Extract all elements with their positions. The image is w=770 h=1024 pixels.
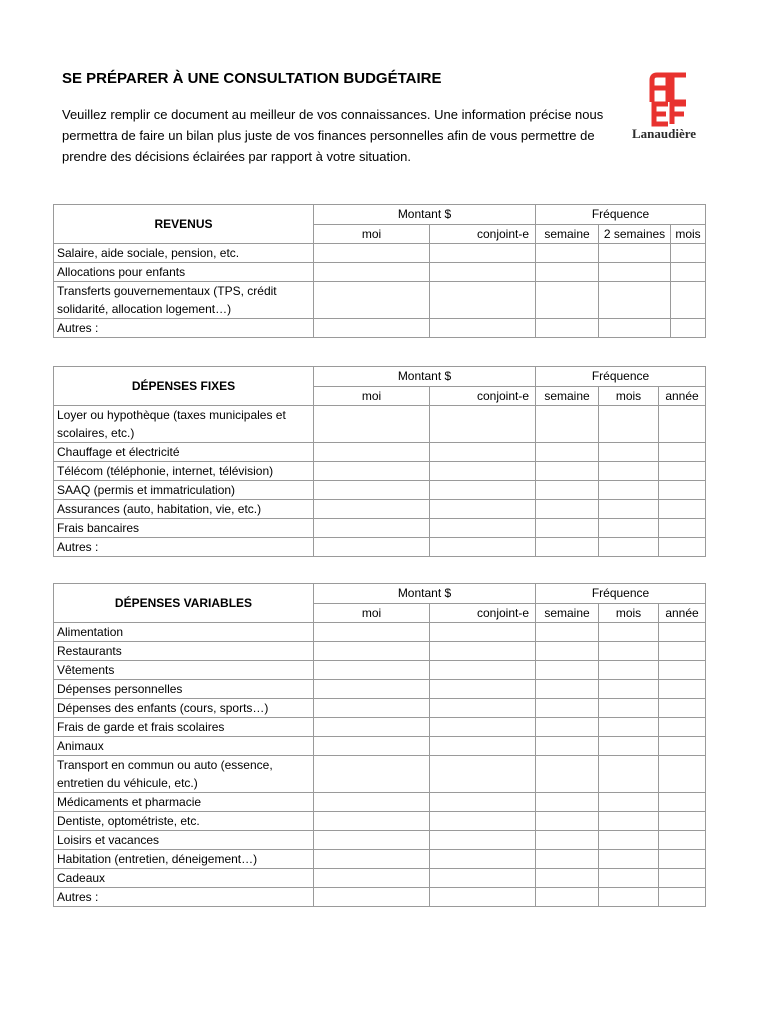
freq-cell[interactable]: [659, 737, 706, 756]
freq-col-header: année: [659, 386, 706, 406]
table-row: [54, 699, 706, 718]
amount-cell[interactable]: [430, 888, 536, 907]
row-label: Autres :: [54, 538, 314, 557]
amount-cell[interactable]: [430, 282, 536, 319]
freq-cell[interactable]: [599, 500, 659, 519]
section-title: REVENUS: [54, 205, 314, 244]
table-row: [54, 831, 706, 850]
freq-cell[interactable]: [536, 462, 599, 481]
row-label: Transferts gouvernementaux (TPS, crédit solidarité, allocation logement…): [54, 282, 314, 319]
logo-wordmark: Lanaudière: [632, 126, 697, 141]
amount-cell[interactable]: [430, 661, 536, 680]
amount-cell[interactable]: [314, 812, 430, 831]
freq-cell[interactable]: [536, 500, 599, 519]
amount-cell[interactable]: [314, 680, 430, 699]
freq-cell[interactable]: [659, 831, 706, 850]
depenses-variables-table: [53, 583, 706, 907]
row-label: Loisirs et vacances: [54, 831, 314, 850]
amount-cell[interactable]: [430, 793, 536, 812]
moi-header: moi: [314, 386, 430, 406]
freq-cell[interactable]: [599, 244, 671, 263]
freq-cell[interactable]: [671, 263, 706, 282]
amount-cell[interactable]: [430, 538, 536, 557]
frequence-header: Fréquence: [536, 367, 706, 387]
freq-cell[interactable]: [671, 282, 706, 319]
moi-header: moi: [314, 224, 430, 244]
table-row: [54, 538, 706, 557]
amount-cell[interactable]: [430, 244, 536, 263]
freq-cell[interactable]: [536, 661, 599, 680]
amount-cell[interactable]: [314, 244, 430, 263]
amount-cell[interactable]: [430, 737, 536, 756]
freq-cell[interactable]: [599, 793, 659, 812]
freq-cell[interactable]: [599, 282, 671, 319]
table-row: [54, 737, 706, 756]
row-label: Allocations pour enfants: [54, 263, 314, 282]
amount-cell[interactable]: [314, 443, 430, 462]
freq-cell[interactable]: [659, 500, 706, 519]
section-title: DÉPENSES FIXES: [54, 367, 314, 406]
freq-cell[interactable]: [536, 888, 599, 907]
table-row: [54, 623, 706, 642]
amount-cell[interactable]: [430, 850, 536, 869]
amount-cell[interactable]: [430, 642, 536, 661]
table-row: [54, 888, 706, 907]
amount-cell[interactable]: [430, 680, 536, 699]
freq-col-header: mois: [671, 224, 706, 244]
freq-cell[interactable]: [536, 443, 599, 462]
freq-cell[interactable]: [659, 462, 706, 481]
amount-cell[interactable]: [314, 263, 430, 282]
freq-cell[interactable]: [599, 850, 659, 869]
table-row: [54, 319, 706, 338]
amount-cell[interactable]: [314, 850, 430, 869]
row-label: Vêtements: [54, 661, 314, 680]
row-label: Salaire, aide sociale, pension, etc.: [54, 244, 314, 263]
row-label: Assurances (auto, habitation, vie, etc.): [54, 500, 314, 519]
freq-cell[interactable]: [536, 699, 599, 718]
freq-cell[interactable]: [599, 319, 671, 338]
row-label: Dentiste, optométriste, etc.: [54, 812, 314, 831]
amount-cell[interactable]: [430, 869, 536, 888]
freq-col-header: semaine: [536, 603, 599, 623]
amount-cell[interactable]: [430, 718, 536, 737]
amount-cell[interactable]: [314, 718, 430, 737]
freq-cell[interactable]: [536, 869, 599, 888]
amount-cell[interactable]: [314, 319, 430, 338]
row-label: SAAQ (permis et immatriculation): [54, 481, 314, 500]
conjoint-header: conjoint-e: [430, 224, 536, 244]
row-label: Médicaments et pharmacie: [54, 793, 314, 812]
freq-cell[interactable]: [536, 642, 599, 661]
freq-col-header: 2 semaines: [599, 224, 671, 244]
freq-cell[interactable]: [599, 623, 659, 642]
freq-cell[interactable]: [659, 793, 706, 812]
freq-cell[interactable]: [599, 642, 659, 661]
freq-col-header: semaine: [536, 386, 599, 406]
row-label: Dépenses personnelles: [54, 680, 314, 699]
freq-cell[interactable]: [599, 661, 659, 680]
amount-cell[interactable]: [430, 462, 536, 481]
amount-cell[interactable]: [314, 406, 430, 443]
row-label: Loyer ou hypothèque (taxes municipales et scolaires, etc.): [54, 406, 314, 443]
section-title: DÉPENSES VARIABLES: [54, 584, 314, 623]
freq-cell[interactable]: [599, 443, 659, 462]
freq-cell[interactable]: [536, 737, 599, 756]
freq-cell[interactable]: [599, 481, 659, 500]
freq-cell[interactable]: [659, 519, 706, 538]
table-row: [54, 462, 706, 481]
freq-cell[interactable]: [599, 737, 659, 756]
montant-header: Montant $: [314, 367, 536, 387]
table-row: [54, 500, 706, 519]
freq-cell[interactable]: [659, 481, 706, 500]
moi-header: moi: [314, 603, 430, 623]
table-row: [54, 718, 706, 737]
freq-cell[interactable]: [536, 538, 599, 557]
row-label: Habitation (entretien, déneigement…): [54, 850, 314, 869]
freq-cell[interactable]: [659, 538, 706, 557]
row-label: Frais de garde et frais scolaires: [54, 718, 314, 737]
freq-col-header: année: [659, 603, 706, 623]
freq-cell[interactable]: [659, 443, 706, 462]
freq-cell[interactable]: [536, 850, 599, 869]
freq-cell[interactable]: [659, 869, 706, 888]
freq-cell[interactable]: [599, 831, 659, 850]
amount-cell[interactable]: [314, 538, 430, 557]
freq-cell[interactable]: [536, 263, 599, 282]
conjoint-header: conjoint-e: [430, 603, 536, 623]
montant-header: Montant $: [314, 205, 536, 225]
table-row: [54, 680, 706, 699]
table-row: [54, 244, 706, 263]
revenus-table: [53, 204, 706, 338]
amount-cell[interactable]: [314, 756, 430, 793]
freq-cell[interactable]: [536, 244, 599, 263]
row-label: Frais bancaires: [54, 519, 314, 538]
freq-cell[interactable]: [659, 718, 706, 737]
row-label: Transport en commun ou auto (essence, entretien du véhicule, etc.): [54, 756, 314, 793]
freq-col-header: mois: [599, 603, 659, 623]
freq-cell[interactable]: [536, 718, 599, 737]
frequence-header: Fréquence: [536, 205, 706, 225]
frequence-header: Fréquence: [536, 584, 706, 604]
table-row: [54, 282, 706, 319]
amount-cell[interactable]: [314, 481, 430, 500]
row-label: Chauffage et électricité: [54, 443, 314, 462]
freq-cell[interactable]: [599, 519, 659, 538]
amount-cell[interactable]: [430, 406, 536, 443]
freq-cell[interactable]: [599, 699, 659, 718]
freq-cell[interactable]: [536, 519, 599, 538]
amount-cell[interactable]: [314, 831, 430, 850]
amount-cell[interactable]: [314, 500, 430, 519]
amount-cell[interactable]: [314, 282, 430, 319]
amount-cell[interactable]: [430, 500, 536, 519]
table-row: [54, 756, 706, 793]
table-row: [54, 812, 706, 831]
freq-cell[interactable]: [599, 812, 659, 831]
table-row: [54, 406, 706, 443]
page-title: SE PRÉPARER À UNE CONSULTATION BUDGÉTAIRE: [62, 70, 442, 87]
row-label: Dépenses des enfants (cours, sports…): [54, 699, 314, 718]
freq-cell[interactable]: [599, 406, 659, 443]
amount-cell[interactable]: [430, 443, 536, 462]
row-label: Télécom (téléphonie, internet, télévision): [54, 462, 314, 481]
freq-cell[interactable]: [536, 406, 599, 443]
amount-cell[interactable]: [314, 699, 430, 718]
amount-cell[interactable]: [430, 623, 536, 642]
conjoint-header: conjoint-e: [430, 386, 536, 406]
amount-cell[interactable]: [314, 642, 430, 661]
freq-cell[interactable]: [659, 699, 706, 718]
table-row: [54, 793, 706, 812]
freq-cell[interactable]: [599, 756, 659, 793]
freq-cell[interactable]: [536, 756, 599, 793]
freq-cell[interactable]: [671, 319, 706, 338]
freq-cell[interactable]: [659, 850, 706, 869]
freq-cell[interactable]: [659, 756, 706, 793]
freq-cell[interactable]: [599, 869, 659, 888]
amount-cell[interactable]: [430, 812, 536, 831]
montant-header: Montant $: [314, 584, 536, 604]
freq-cell[interactable]: [536, 831, 599, 850]
amount-cell[interactable]: [314, 462, 430, 481]
table-row: [54, 869, 706, 888]
table-row: [54, 481, 706, 500]
row-label: Alimentation: [54, 623, 314, 642]
freq-cell[interactable]: [536, 793, 599, 812]
freq-cell[interactable]: [599, 263, 671, 282]
amount-cell[interactable]: [430, 831, 536, 850]
table-row: [54, 850, 706, 869]
freq-cell[interactable]: [599, 680, 659, 699]
table-row: [54, 519, 706, 538]
freq-cell[interactable]: [599, 538, 659, 557]
freq-cell[interactable]: [536, 623, 599, 642]
freq-cell[interactable]: [671, 244, 706, 263]
freq-col-header: mois: [599, 386, 659, 406]
amount-cell[interactable]: [314, 661, 430, 680]
amount-cell[interactable]: [314, 623, 430, 642]
amount-cell[interactable]: [314, 793, 430, 812]
row-label: Restaurants: [54, 642, 314, 661]
row-label: Cadeaux: [54, 869, 314, 888]
amount-cell[interactable]: [430, 756, 536, 793]
table-row: [54, 443, 706, 462]
freq-cell[interactable]: [659, 812, 706, 831]
freq-cell[interactable]: [659, 661, 706, 680]
intro-text: Veuillez remplir ce document au meilleur de vos connaissances. Une information précise nous permettra de faire un bilan plus juste de vos finances personnelles afin de vous permettre de prendre des décisions éclairées par rapport à votre situation.: [62, 107, 604, 164]
freq-cell[interactable]: [599, 888, 659, 907]
amount-cell[interactable]: [314, 737, 430, 756]
amount-cell[interactable]: [430, 481, 536, 500]
freq-cell[interactable]: [659, 406, 706, 443]
row-label: Autres :: [54, 888, 314, 907]
freq-cell[interactable]: [659, 680, 706, 699]
freq-cell[interactable]: [536, 680, 599, 699]
freq-col-header: semaine: [536, 224, 599, 244]
freq-cell[interactable]: [659, 642, 706, 661]
freq-cell[interactable]: [536, 282, 599, 319]
amount-cell[interactable]: [314, 869, 430, 888]
freq-cell[interactable]: [659, 623, 706, 642]
freq-cell[interactable]: [536, 481, 599, 500]
freq-cell[interactable]: [536, 812, 599, 831]
table-row: [54, 661, 706, 680]
freq-cell[interactable]: [599, 718, 659, 737]
freq-cell[interactable]: [599, 462, 659, 481]
row-label: Autres :: [54, 319, 314, 338]
amount-cell[interactable]: [314, 888, 430, 907]
amount-cell[interactable]: [430, 319, 536, 338]
amount-cell[interactable]: [314, 519, 430, 538]
depenses-fixes-table: [53, 366, 706, 557]
amount-cell[interactable]: [430, 519, 536, 538]
table-row: [54, 642, 706, 661]
row-label: Animaux: [54, 737, 314, 756]
table-row: [54, 263, 706, 282]
freq-cell[interactable]: [536, 319, 599, 338]
amount-cell[interactable]: [430, 263, 536, 282]
freq-cell[interactable]: [659, 888, 706, 907]
amount-cell[interactable]: [430, 699, 536, 718]
